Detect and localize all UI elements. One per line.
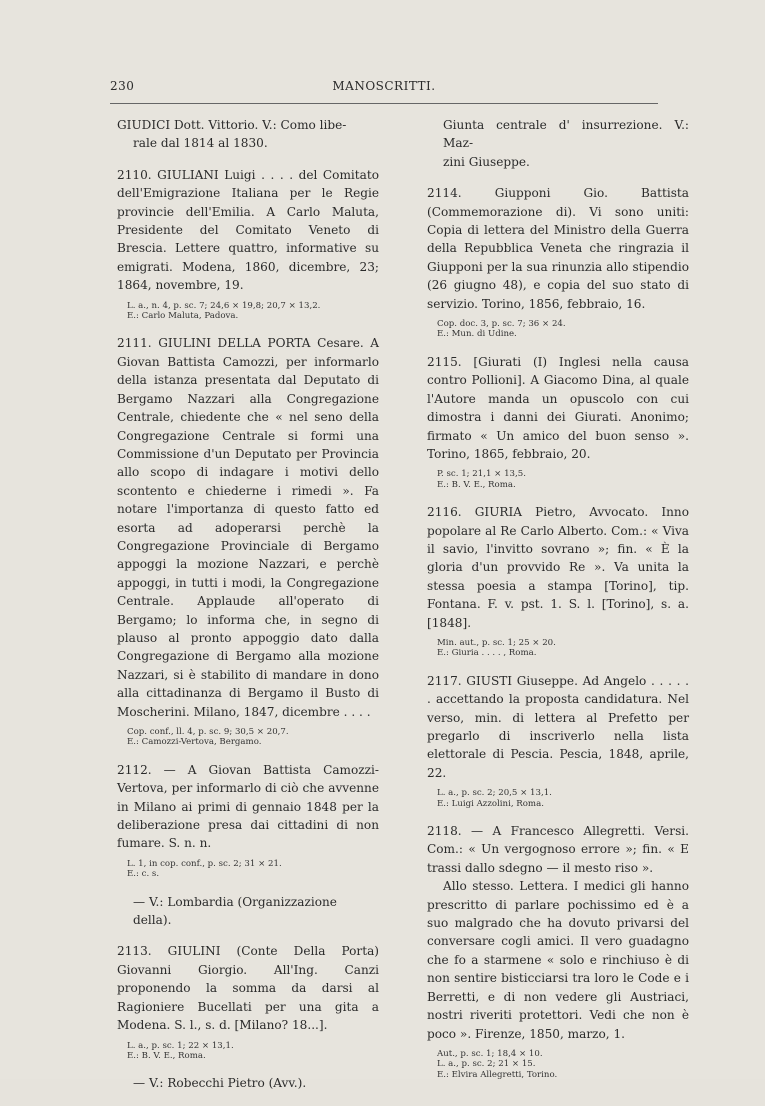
meta-line: Min. aut., p. sc. 1; 25 × 20. — [437, 637, 556, 648]
entry-2114 — [427, 184, 689, 340]
entry-text: 2113. GIULINI (Conte Della Porta) Giovanni Giorgio. All'Ing. Canzi proponendo la somma da darsi al Ragioniere Bucellati per una gita a Modena. S. l., s. d. [Milano? 18...]. — [117, 944, 379, 1033]
entry-meta — [437, 319, 689, 340]
header-rule — [110, 103, 658, 104]
left-column — [117, 116, 379, 1106]
entry-2116 — [427, 503, 689, 659]
entry-text: 2114. Giupponi Gio. Battista (Commemorazione di). Vi sono uniti: Copia di lettera del Ministro della Guerra della Repubblica Veneta che ringrazia il Giupponi per la sua rinunzia allo stipendio (26 giugno 48), e copia del suo stato di servizio. Torino, 1856, febbraio, 16. — [427, 186, 689, 311]
entry-text: 2118. — A Francesco Allegretti. Versi. Com.: « Un vergognoso errore »; fin. « E trassi dallo sdegno — il mesto riso ». — [427, 824, 689, 875]
entry-2118 — [427, 822, 689, 1080]
meta-line: L. a., n. 4, p. sc. 7; 24,6 × 19,8; 20,7 × 13,2. — [127, 300, 321, 311]
entry-meta — [437, 1049, 689, 1080]
meta-line: E.: Luigi Azzolini, Roma. — [437, 798, 544, 809]
meta-line: E.: Elvira Allegretti, Torino. — [437, 1069, 558, 1080]
entry-meta — [127, 727, 379, 748]
entry-giudici — [117, 116, 379, 153]
entry-2115 — [427, 353, 689, 490]
entry-2113 — [117, 942, 379, 1061]
entry-2110 — [117, 166, 379, 322]
meta-line: Cop. conf., ll. 4, p. sc. 9; 30,5 × 20,7. — [127, 727, 289, 737]
entry-line: rale dal 1814 al 1830. — [133, 136, 268, 151]
meta-line: Cop. doc. 3, p. sc. 7; 36 × 24. — [437, 319, 566, 330]
meta-line: L. a., p. sc. 2; 21 × 15. — [437, 1059, 536, 1070]
entry-giunta — [427, 116, 689, 171]
meta-line: E.: Giuria . . . . , Roma. — [437, 648, 537, 659]
entry-line: GIUDICI Dott. Vittorio. V.: Como libe- — [117, 118, 347, 132]
meta-line: Aut., p. sc. 1; 18,4 × 10. — [437, 1048, 543, 1059]
entry-text: 2115. [Giurati (I) Inglesi nella causa contro Pollioni]. A Giacomo Dina, al quale l'Autore manda un opuscolo con cui dimostra i danni dei Giurati. Anonimo; firmato « Un amico del buon senso ». Torino, 1865, febbraio, 20. — [427, 354, 689, 461]
entry-continuation: Allo stesso. Lettera. I medici gli hanno prescritto di parlare pochissimo ed è a suo malgrado che ha dovuto privarsi del conversare cogli amici. Il vero guadagno che fo a starmene « solo e rinchiuso è di non sentire bisticciarsi tra loro le Code e i Berretti, e di non vedere gli Austriaci, nostri riveriti protettori. Vedi che non è poco ». Firenze, 1850, marzo, 1. — [427, 879, 689, 1041]
meta-line: P. sc. 1; 21,1 × 13,5. — [437, 469, 526, 480]
entry-meta — [127, 859, 379, 880]
entry-line: zini Giuseppe. — [443, 154, 530, 169]
entry-line: Giunta centrale d' insurrezione. V.: Maz- — [443, 118, 689, 151]
entry-text: 2110. GIULIANI Luigi . . . . del Comitato dell'Emigrazione Italiana per le Regie provincie dell'Emilia. A Carlo Maluta, Presidente del Comitato Veneto di Brescia. Lettere quattro, informative su emigrati. Modena, 1860, dicembre, 23; 1864, novembre, 19. — [117, 167, 379, 293]
meta-line: L. 1, in cop. conf., p. sc. 2; 31 × 21. — [127, 858, 282, 869]
right-column — [427, 116, 689, 1093]
meta-line: E.: B. V. E., Roma. — [437, 479, 516, 490]
entry-text: 2116. GIURIA Pietro, Avvocato. Inno popolare al Re Carlo Alberto. Com.: « Viva il savio, l'invitto sovrano »; fin. « È la gloria d'un provvido Re ». Va unita la stessa poesia a stampa [Torino], tip. Fontana. F. v. pst. 1. S. l. [Torino], s. a. [1848]. — [427, 505, 689, 630]
page-header — [110, 79, 658, 99]
meta-line: E.: Mun. di Udine. — [437, 329, 517, 340]
entry-2117 — [427, 672, 689, 809]
meta-line: E.: Carlo Maluta, Padova. — [127, 311, 239, 322]
entry-2112 — [117, 761, 379, 880]
entry-text: 2117. GIUSTI Giuseppe. Ad Angelo . . . . . . accettando la proposta candidatura. Nel verso, min. di lettera al Prefetto per pregarlo di inscriverlo nella lista elettorale di Pescia. Pescia, 1848, aprile, 22. — [427, 673, 689, 780]
page-number: 230 — [110, 79, 135, 93]
cross-reference: — V.: Lombardia (Organizzazione della). — [133, 894, 337, 928]
meta-line: E.: B. V. E., Roma. — [127, 1050, 206, 1061]
meta-line: L. a., p. sc. 2; 20,5 × 13,1. — [437, 788, 552, 799]
entry-2111 — [117, 334, 379, 747]
running-title: MANOSCRITTI. — [332, 79, 436, 93]
entry-meta — [127, 1041, 379, 1062]
cross-reference: — V.: Robecchi Pietro (Avv.). — [133, 1076, 307, 1091]
entry-meta — [437, 469, 689, 490]
meta-line: L. a., p. sc. 1; 22 × 13,1. — [127, 1040, 234, 1051]
meta-line: E.: Camozzi-Vertova, Bergamo. — [127, 737, 262, 748]
meta-line: E.: c. s. — [127, 869, 160, 880]
entry-meta — [437, 638, 689, 659]
entry-text: 2111. GIULINI DELLA PORTA Cesare. A Giovan Battista Camozzi, per informarlo della istanza presentata dal Deputato di Bergamo Nazzari alla Congregazione Centrale, chiedente che « nel seno della Congregazione Centrale si formi una Commissione d'un Deputato per Provincia allo scopo di indagare i motivi dello scontento e chiederne i rimedi ». Fa notare l'importanza di questo fatto ed esorta ad adoperarsi perchè la Congregazione Provinciale di Bergamo appoggi la mozione Nazzari, e perchè appoggi, in tutti i modi, la Congregazione Centrale. Applaude all'operato di Bergamo; lo informa che, in segno di plauso al pronto appoggio dato dalla Congregazione di Bergamo alla mozione Nazzari, si è stabilito di mandare in dono alla cittadinanza di Bergamo il Busto di Moscherini. Milano, 1847, dicembre . . . . — [117, 336, 379, 719]
entry-meta — [437, 788, 689, 809]
entry-meta — [127, 301, 379, 322]
entry-text: 2112. — A Giovan Battista Camozzi-Vertova, per informarlo di ciò che avvenne in Milano ai primi di gennaio 1848 per la deliberazione presa dai cittadini di non fumare. S. n. n. — [117, 762, 379, 851]
